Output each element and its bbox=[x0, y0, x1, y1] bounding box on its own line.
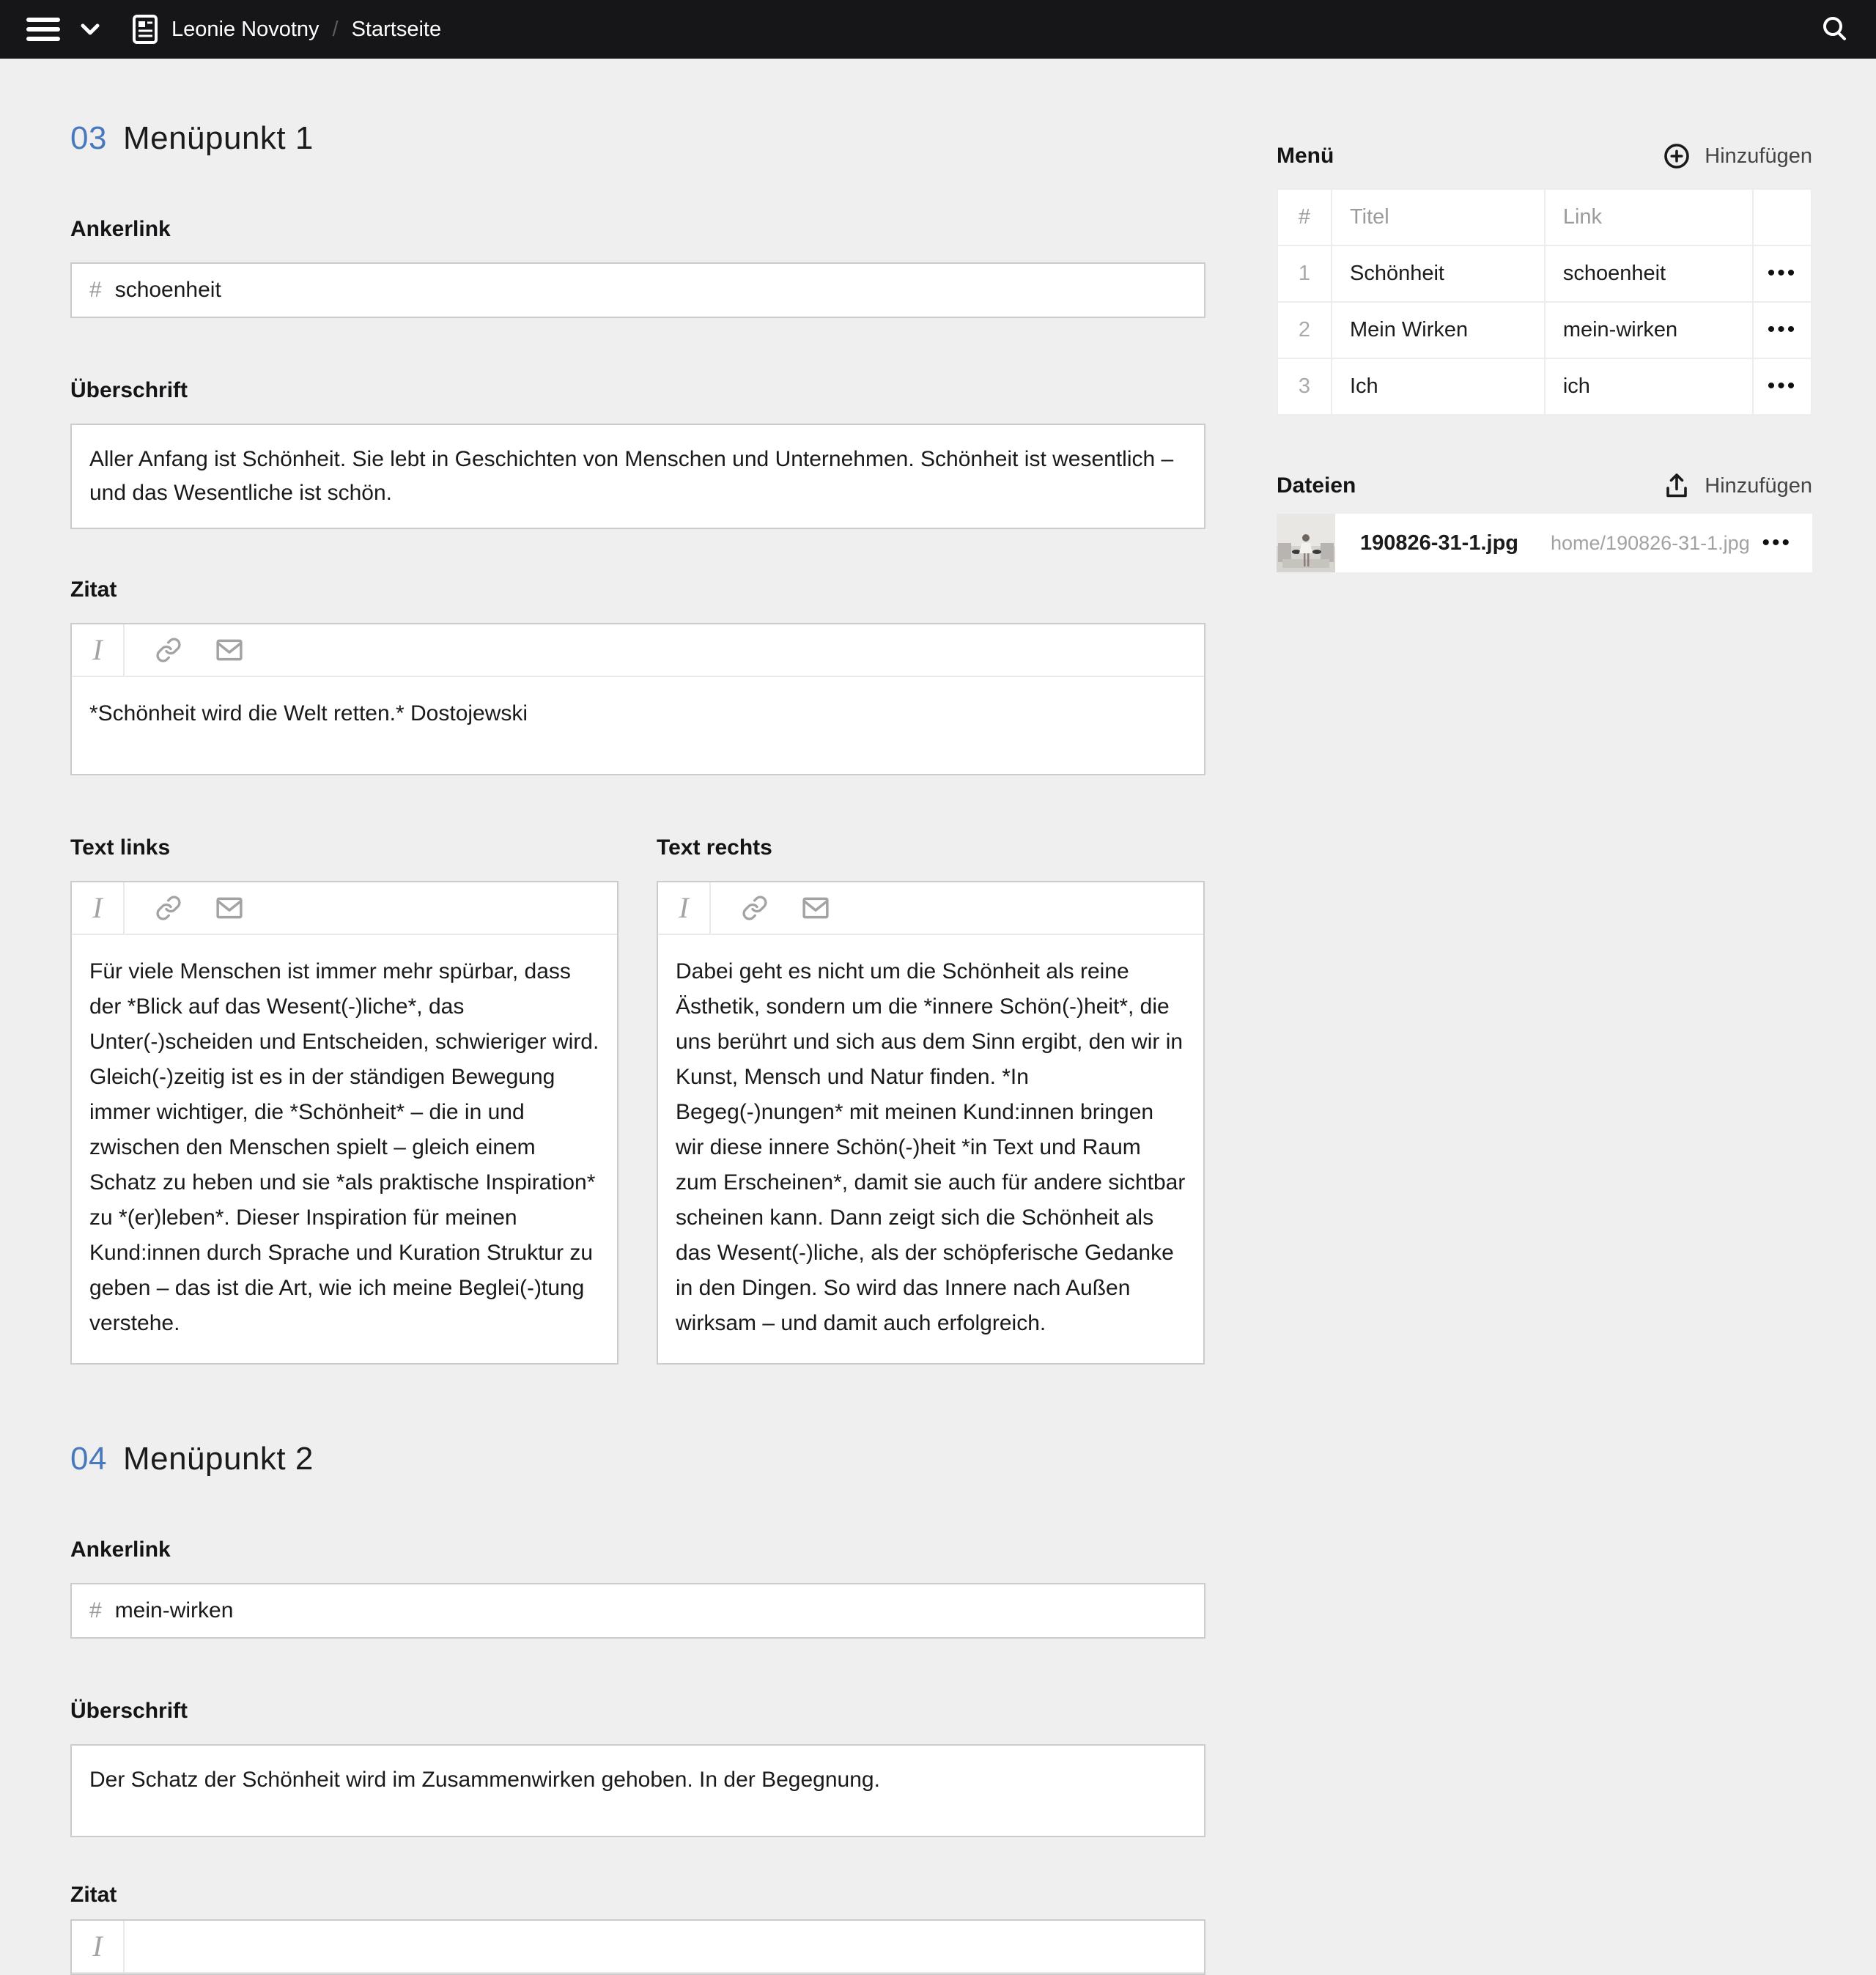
text-links-content[interactable]: Für viele Menschen ist immer mehr spürbar, dass der *Blick auf das Wesent(-)liche*, das Unter(-)scheiden und Entscheiden, schwieriger wird. Gleich(-)zeitig ist es in der ständigen Bewegung immer wichtiger, die *Schönheit* – die in und zwischen den Menschen spielt – gleich einem Schatz zu heben und sie *als praktische Inspiration* zu *(er)leben*. Dieser Inspiration für meinen Kund:innen durch Sprache und Kuration Struktur zu geben – das ist die Art, wie ich meine Beglei(-)tung verstehe. bbox=[89, 959, 599, 1335]
ueberschrift-textarea[interactable]: Aller Anfang ist Schönheit. Sie lebt in Geschichten von Menschen und Unternehmen. Schönheit ist wesentlich – und das Wesentliche ist schön. bbox=[70, 424, 1205, 529]
column-header-titel: Titel bbox=[1332, 189, 1545, 246]
workspace-dropdown-button[interactable] bbox=[81, 23, 100, 35]
row-titel: Mein Wirken bbox=[1332, 302, 1545, 358]
menu-button[interactable] bbox=[26, 16, 60, 43]
main-column bbox=[70, 59, 1205, 1975]
breadcrumb-current-label: Startseite bbox=[351, 17, 442, 41]
breadcrumb-parent[interactable] bbox=[132, 14, 320, 45]
menu-table-header-row bbox=[1277, 189, 1812, 246]
search-button[interactable] bbox=[1820, 15, 1850, 44]
email-icon bbox=[215, 638, 243, 662]
row-number: 1 bbox=[1277, 246, 1332, 302]
anchor-value: schoenheit bbox=[114, 278, 221, 302]
section-number: 04 bbox=[70, 1441, 107, 1477]
add-circle-icon bbox=[1663, 143, 1690, 169]
italic-button[interactable] bbox=[72, 624, 125, 676]
editor-toolbar bbox=[72, 624, 1204, 677]
row-link: mein-wirken bbox=[1545, 302, 1753, 358]
italic-icon: I bbox=[92, 891, 103, 924]
file-path: home/190826-31-1.jpg bbox=[1551, 531, 1750, 554]
ueberschrift-label: Überschrift bbox=[70, 378, 188, 402]
menu-section-header bbox=[1277, 143, 1812, 169]
row-options-button[interactable]: ••• bbox=[1767, 374, 1798, 398]
italic-button[interactable] bbox=[72, 882, 125, 934]
italic-button[interactable] bbox=[72, 1921, 125, 1972]
section-heading-menupunkt-1 bbox=[70, 120, 1205, 157]
link-icon bbox=[155, 895, 182, 921]
editor-toolbar bbox=[72, 882, 617, 935]
text-rechts-editor bbox=[657, 881, 1205, 1365]
anchor-value: mein-wirken bbox=[114, 1598, 234, 1623]
section-title: Menüpunkt 1 bbox=[122, 120, 314, 156]
italic-icon: I bbox=[92, 633, 103, 666]
anchor-prefix: # bbox=[89, 1598, 102, 1623]
menu-add-button[interactable] bbox=[1663, 143, 1812, 169]
link-icon bbox=[742, 895, 768, 921]
search-icon bbox=[1820, 15, 1850, 44]
zitat-editor bbox=[70, 1919, 1205, 1975]
hamburger-icon bbox=[26, 16, 60, 43]
breadcrumb-separator: / bbox=[332, 17, 339, 41]
row-options-button[interactable]: ••• bbox=[1767, 317, 1798, 342]
italic-button[interactable] bbox=[658, 882, 711, 934]
email-button[interactable] bbox=[215, 896, 243, 920]
section-title: Menüpunkt 2 bbox=[122, 1441, 314, 1477]
link-button[interactable] bbox=[155, 637, 182, 663]
table-row[interactable] bbox=[1277, 358, 1812, 415]
zitat-label: Zitat bbox=[70, 1883, 117, 1907]
menu-section-title: Menü bbox=[1277, 144, 1334, 168]
list-item[interactable] bbox=[1277, 514, 1812, 572]
zitat-content[interactable]: *Schönheit wird die Welt retten.* Dostojewski bbox=[89, 701, 528, 726]
email-button[interactable] bbox=[215, 638, 243, 662]
italic-icon: I bbox=[92, 1930, 103, 1963]
ankerlink-input[interactable] bbox=[70, 1583, 1205, 1639]
table-row[interactable] bbox=[1277, 302, 1812, 358]
email-icon bbox=[802, 896, 830, 920]
breadcrumb bbox=[132, 14, 441, 45]
text-links-label: Text links bbox=[70, 835, 171, 860]
link-button[interactable] bbox=[155, 895, 182, 921]
ankerlink-input[interactable] bbox=[70, 262, 1205, 318]
link-icon bbox=[155, 637, 182, 663]
zitat-label: Zitat bbox=[70, 577, 117, 602]
text-rechts-label: Text rechts bbox=[657, 835, 772, 860]
row-titel: Schönheit bbox=[1332, 246, 1545, 302]
chevron-down-icon bbox=[81, 23, 100, 35]
editor-toolbar bbox=[72, 1921, 1204, 1974]
section-number: 03 bbox=[70, 120, 107, 156]
files-add-button[interactable] bbox=[1663, 473, 1812, 499]
row-link: ich bbox=[1545, 358, 1753, 415]
email-button[interactable] bbox=[802, 896, 830, 920]
sidebar bbox=[1277, 59, 1812, 1975]
file-options-button[interactable]: ••• bbox=[1762, 531, 1792, 555]
breadcrumb-current[interactable] bbox=[352, 18, 442, 42]
topbar bbox=[0, 0, 1876, 59]
breadcrumb-parent-label: Leonie Novotny bbox=[171, 17, 320, 41]
files-section-header bbox=[1277, 473, 1812, 499]
ueberschrift-label: Überschrift bbox=[70, 1699, 188, 1723]
row-titel: Ich bbox=[1332, 358, 1545, 415]
zitat-editor bbox=[70, 623, 1205, 775]
upload-icon bbox=[1663, 473, 1690, 499]
email-icon bbox=[215, 896, 243, 920]
row-number: 3 bbox=[1277, 358, 1332, 415]
page-content bbox=[0, 59, 1876, 1975]
file-thumbnail bbox=[1277, 514, 1335, 572]
files-add-label: Hinzufügen bbox=[1705, 473, 1812, 498]
files-section-title: Dateien bbox=[1277, 473, 1356, 498]
ankerlink-label: Ankerlink bbox=[70, 1537, 171, 1562]
editor-toolbar bbox=[658, 882, 1203, 935]
anchor-prefix: # bbox=[89, 278, 102, 302]
page-icon bbox=[132, 14, 158, 45]
menu-table bbox=[1277, 188, 1812, 416]
text-links-editor bbox=[70, 881, 618, 1365]
section-heading-menupunkt-2 bbox=[70, 1441, 1205, 1477]
menu-add-label: Hinzufügen bbox=[1705, 144, 1812, 168]
ankerlink-label: Ankerlink bbox=[70, 217, 171, 241]
column-header-link: Link bbox=[1545, 189, 1753, 246]
ueberschrift-textarea[interactable]: Der Schatz der Schönheit wird im Zusammenwirken gehoben. In der Begegnung. bbox=[70, 1744, 1205, 1837]
row-link: schoenheit bbox=[1545, 246, 1753, 302]
italic-icon: I bbox=[679, 891, 689, 924]
column-header-options bbox=[1753, 189, 1812, 246]
row-number: 2 bbox=[1277, 302, 1332, 358]
text-rechts-content[interactable]: Dabei geht es nicht um die Schönheit als reine Ästhetik, sondern um die *innere Schön(-)heit*, die uns berührt und sich aus dem Sinn ergibt, den wir in Kunst, Mensch und Natur finden. *In Begeg(-)nungen* mit meinen Kund:innen bringen wir diese innere Schön(-)heit *in Text und Raum zum Erscheinen*, damit sie auch für andere sichtbar scheinen kann. Dann zeigt sich die Schönheit als das Wesent(-)liche, als der schöpferische Gedanke in den Dingen. So wird das Innere nach Außen wirksam – und damit auch erfolgreich. bbox=[676, 959, 1186, 1335]
file-name: 190826-31-1.jpg bbox=[1360, 531, 1519, 555]
link-button[interactable] bbox=[742, 895, 768, 921]
row-options-button[interactable]: ••• bbox=[1767, 261, 1798, 285]
column-header-num: # bbox=[1277, 189, 1332, 246]
table-row[interactable] bbox=[1277, 246, 1812, 302]
